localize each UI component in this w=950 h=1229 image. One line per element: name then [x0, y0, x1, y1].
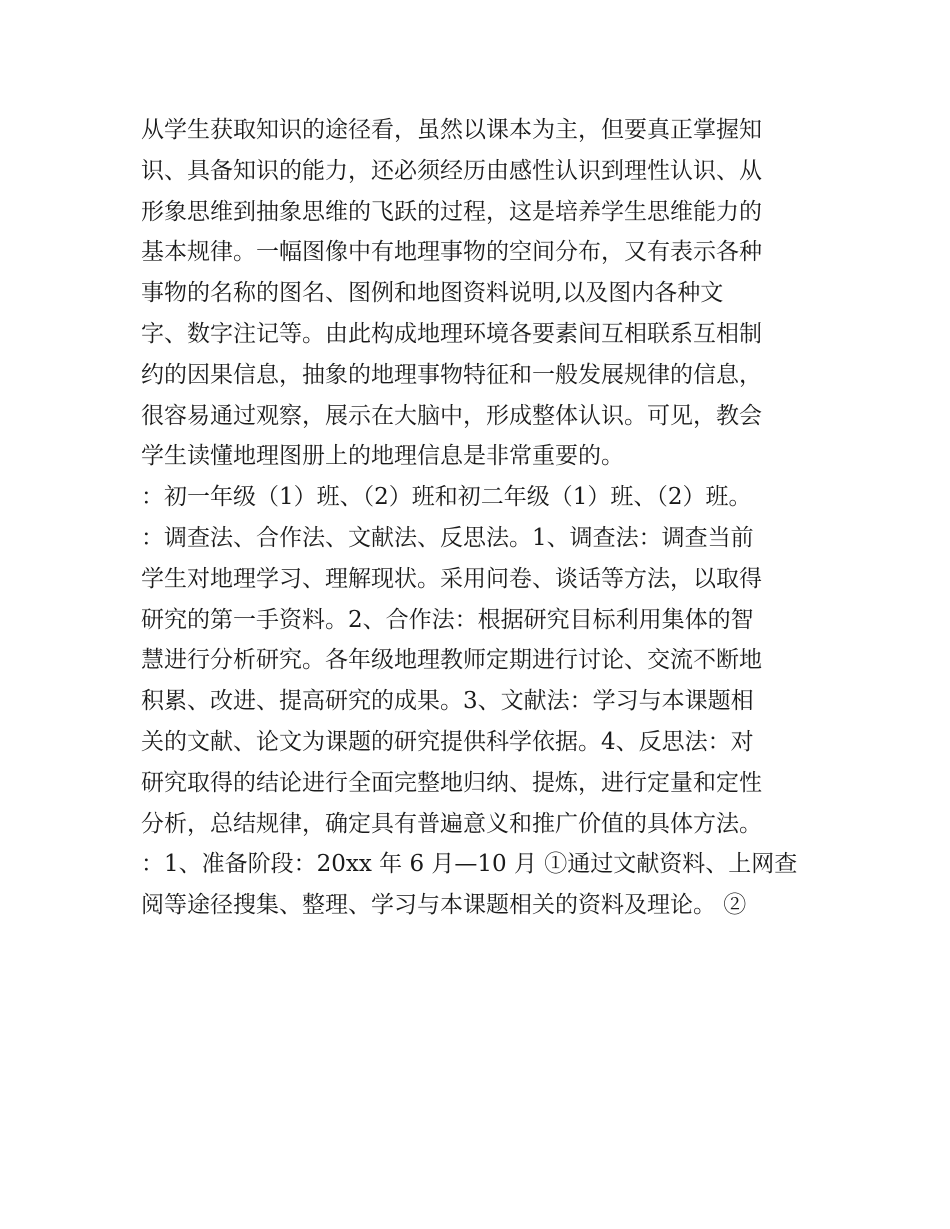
body-text [141, 110, 821, 926]
text-line: ：初一年级（1）班、（2）班和初二年级（1）班、（2）班。 [141, 484, 752, 511]
text-line: 慧进行分析研究。各年级地理教师定期进行讨论、交流不断地 [141, 647, 762, 674]
text-line: ：1、准备阶段：20xx 年 6 月—10 月 ①通过文献资料、上网查 [141, 851, 798, 878]
text-line: 学生对地理学习、理解现状。采用问卷、谈话等方法，以取得 [141, 565, 762, 592]
text-line: 字、数字注记等。由此构成地理环境各要素间互相联系互相制 [141, 320, 762, 347]
text-line: 关的文献、论文为课题的研究提供科学依据。4、反思法：对 [141, 728, 754, 755]
text-line: 分析，总结规律，确定具有普遍意义和推广价值的具体方法。 [141, 810, 762, 837]
text-line: 阅等途径搜集、整理、学习与本课题相关的资料及理论。 ② [141, 892, 747, 919]
text-line: 学生读懂地理图册上的地理信息是非常重要的。 [141, 443, 624, 470]
text-line: 识、具备知识的能力，还必须经历由感性认识到理性认识、从 [141, 157, 762, 184]
text-line: 事物的名称的图名、图例和地图资料说明,以及图内各种文 [141, 280, 724, 307]
text-line: ：调查法、合作法、文献法、反思法。1、调查法：调查当前 [141, 524, 754, 551]
text-line: 很容易通过观察，展示在大脑中，形成整体认识。可见，教会 [141, 402, 762, 429]
text-line: 积累、改进、提高研究的成果。3、文献法：学习与本课题相 [141, 688, 754, 715]
text-line: 研究取得的结论进行全面完整地归纳、提炼，进行定量和定性 [141, 769, 762, 796]
text-line: 研究的第一手资料。2、合作法：根据研究目标利用集体的智 [141, 606, 754, 633]
text-line: 从学生获取知识的途径看，虽然以课本为主，但要真正掌握知 [141, 117, 762, 143]
text-line: 形象思维到抽象思维的飞跃的过程，这是培养学生思维能力的 [141, 198, 762, 225]
text-line: 基本规律。一幅图像中有地理事物的空间分布，又有表示各种 [141, 239, 762, 266]
text-line: 约的因果信息，抽象的地理事物特征和一般发展规律的信息， [141, 361, 762, 388]
